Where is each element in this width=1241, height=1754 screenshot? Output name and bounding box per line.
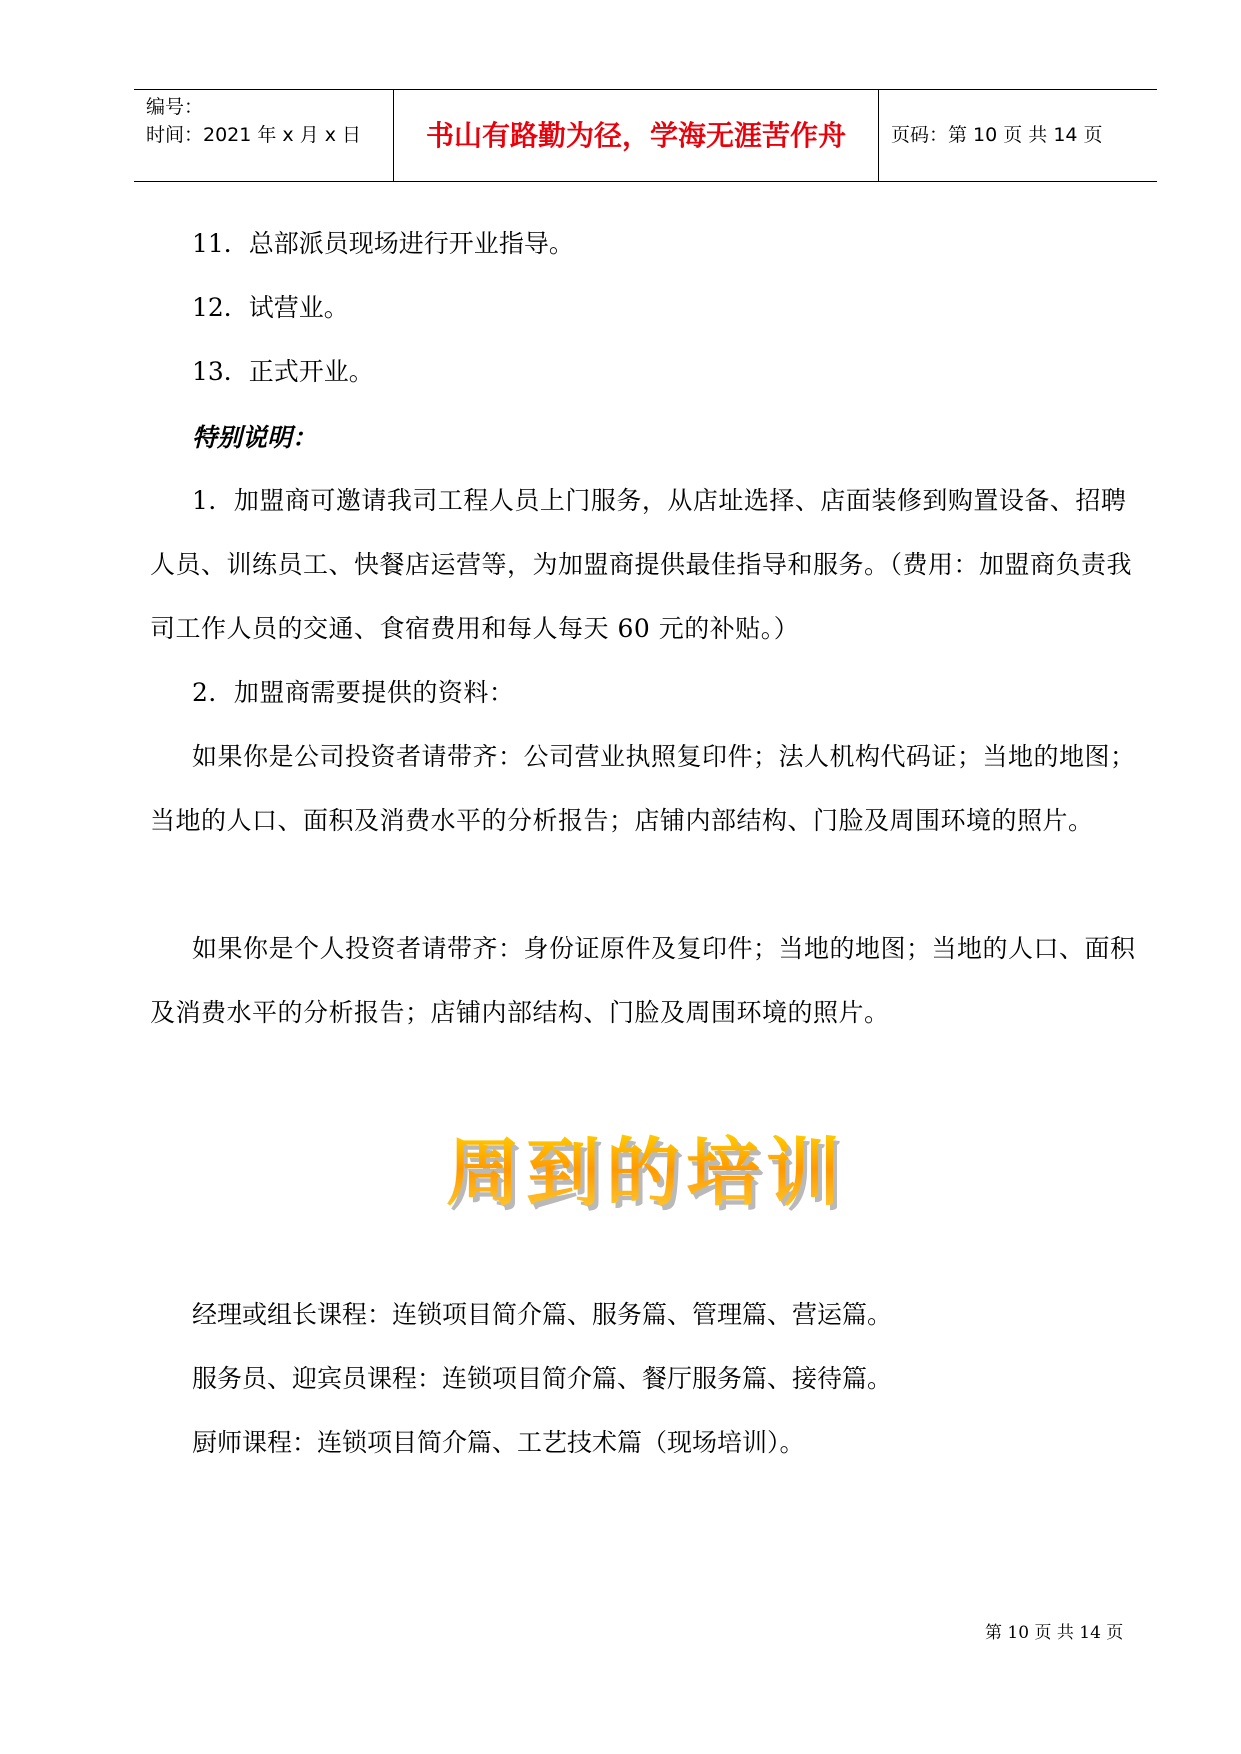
training-item: 经理或组长课程：连锁项目简介篇、服务篇、管理篇、营运篇。 <box>192 1300 893 1329</box>
header-page-code: 页码：第 10 页 共 14 页 <box>891 124 1103 146</box>
page-header <box>134 89 1157 182</box>
special-notes-title: 特别说明： <box>192 423 318 452</box>
individual-investor-paragraph: 如果你是个人投资者请带齐：身份证原件及复印件；当地的地图；当地的人口、面积及消费水平的分析报告；店铺内部结构、门脸及周围环境的照片。 <box>150 934 1136 1027</box>
training-item: 厨师课程：连锁项目简介篇、工艺技术篇（现场培训）。 <box>192 1428 805 1457</box>
step-item: 11．总部派员现场进行开业指导。 <box>192 229 574 258</box>
number-label: 编号： <box>146 96 204 118</box>
training-item: 服务员、迎宾员课程：连锁项目简介篇、餐厅服务篇、接待篇。 <box>192 1364 893 1393</box>
note-paragraph-1: 1．加盟商可邀请我司工程人员上门服务，从店址选择、店面装修到购置设备、招聘人员、训练员工、快餐店运营等，为加盟商提供最佳指导和服务。（费用：加盟商负责我司工作人员的交通、食宿费用和每人每天 60 元的补贴。） <box>150 486 1133 643</box>
training-heading: 周到的培训 <box>446 1114 846 1214</box>
step-item: 13．正式开业。 <box>192 357 374 386</box>
note-paragraph-2: 2．加盟商需要提供的资料： <box>192 678 515 707</box>
time-label: 时间：2021 年 x 月 x 日 <box>146 124 362 146</box>
step-item: 12．试营业。 <box>192 293 349 322</box>
header-motto: 书山有路勤为径，学海无涯苦作舟 <box>394 90 879 181</box>
header-meta <box>134 90 394 181</box>
company-investor-paragraph: 如果你是公司投资者请带齐：公司营业执照复印件；法人机构代码证；当地的地图；当地的人口、面积及消费水平的分析报告；店铺内部结构、门脸及周围环境的照片。 <box>150 742 1136 835</box>
page-footer: 第 10 页 共 14 页 <box>985 1623 1124 1643</box>
